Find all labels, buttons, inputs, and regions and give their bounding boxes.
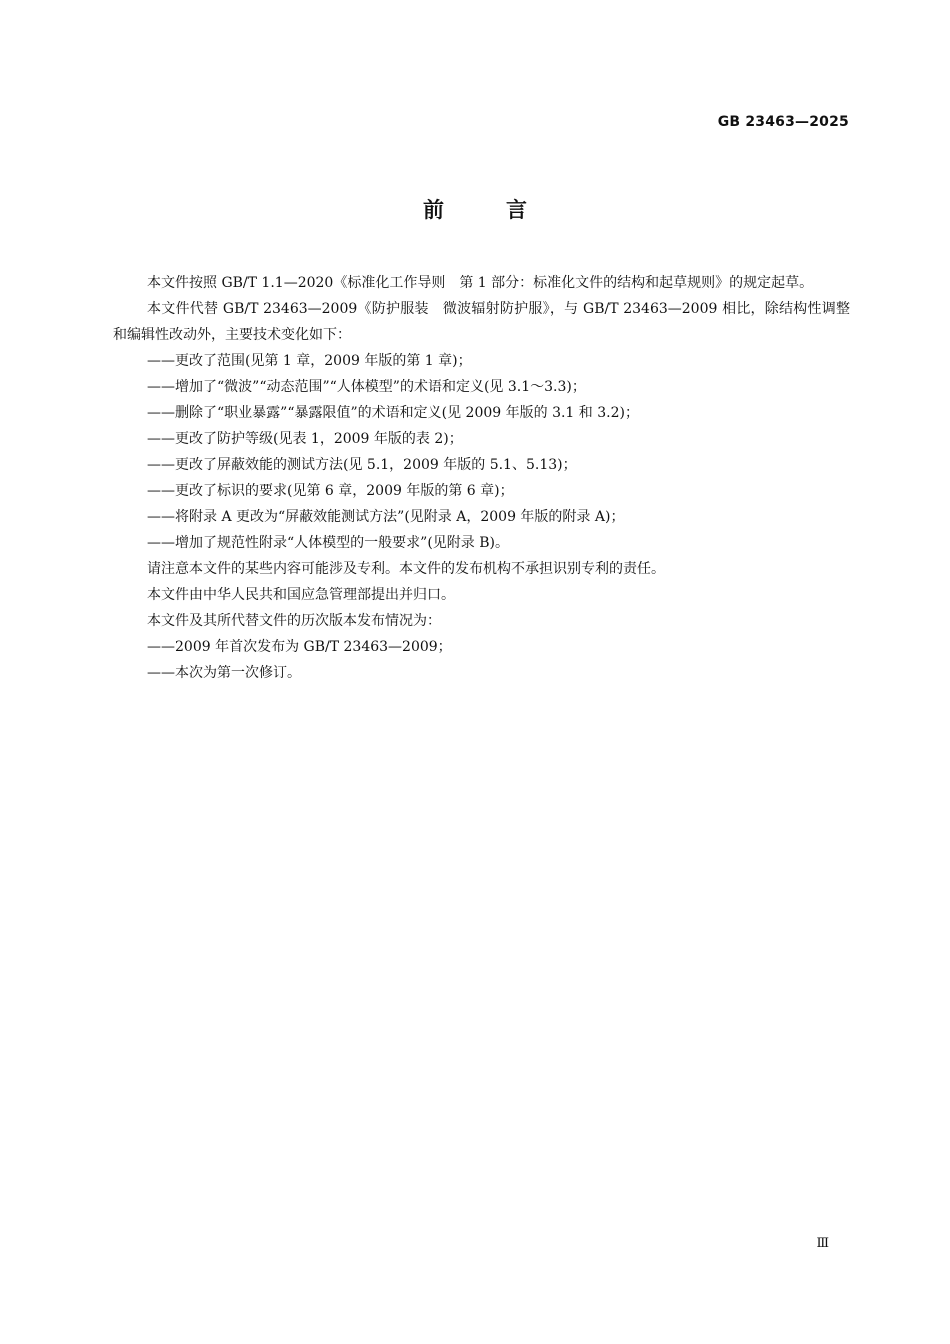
change-item: ——更改了屏蔽效能的测试方法(见 5.1，2009 年版的 5.1、5.13)； <box>147 457 577 473</box>
page-number: Ⅲ <box>816 1236 829 1251</box>
proposer-statement: 本文件由中华人民共和国应急管理部提出并归口。 <box>147 587 455 603</box>
change-item: ——更改了防护等级(见表 1，2009 年版的表 2)； <box>147 431 463 447</box>
foreword-body <box>113 270 850 686</box>
history-item: ——本次为第一次修订。 <box>147 665 301 681</box>
change-item: ——增加了规范性附录“人体模型的一般要求”(见附录 B)。 <box>147 535 509 551</box>
page-title-char-1: 前 <box>423 198 444 222</box>
replacement-paragraph: 本文件代替 GB/T 23463—2009《防护服装 微波辐射防护服》，与 GB/T 23463—2009 相比，除结构性调整和编辑性改动外，主要技术变化如下： <box>113 301 850 343</box>
page-title-char-2: 言 <box>506 198 527 222</box>
change-item: ——更改了范围(见第 1 章，2009 年版的第 1 章)； <box>147 353 472 369</box>
change-item: ——增加了“微波”“动态范围”“人体模型”的术语和定义(见 3.1～3.3)； <box>147 379 586 395</box>
history-intro: 本文件及其所代替文件的历次版本发布情况为： <box>147 613 441 629</box>
history-item: ——2009 年首次发布为 GB/T 23463—2009； <box>147 639 452 655</box>
page-title <box>0 194 950 224</box>
patent-notice: 请注意本文件的某些内容可能涉及专利。本文件的发布机构不承担识别专利的责任。 <box>147 561 665 577</box>
change-item: ——将附录 A 更改为“屏蔽效能测试方法”(见附录 A，2009 年版的附录 A)； <box>147 509 625 525</box>
drafting-rules-paragraph: 本文件按照 GB/T 1.1—2020《标准化工作导则 第 1 部分：标准化文件的结构和起草规则》的规定起草。 <box>147 275 814 291</box>
change-item: ——更改了标识的要求(见第 6 章，2009 年版的第 6 章)； <box>147 483 514 499</box>
document-code: GB 23463—2025 <box>717 114 849 130</box>
change-item: ——删除了“职业暴露”“暴露限值”的术语和定义(见 2009 年版的 3.1 和 3.2)； <box>147 405 639 421</box>
